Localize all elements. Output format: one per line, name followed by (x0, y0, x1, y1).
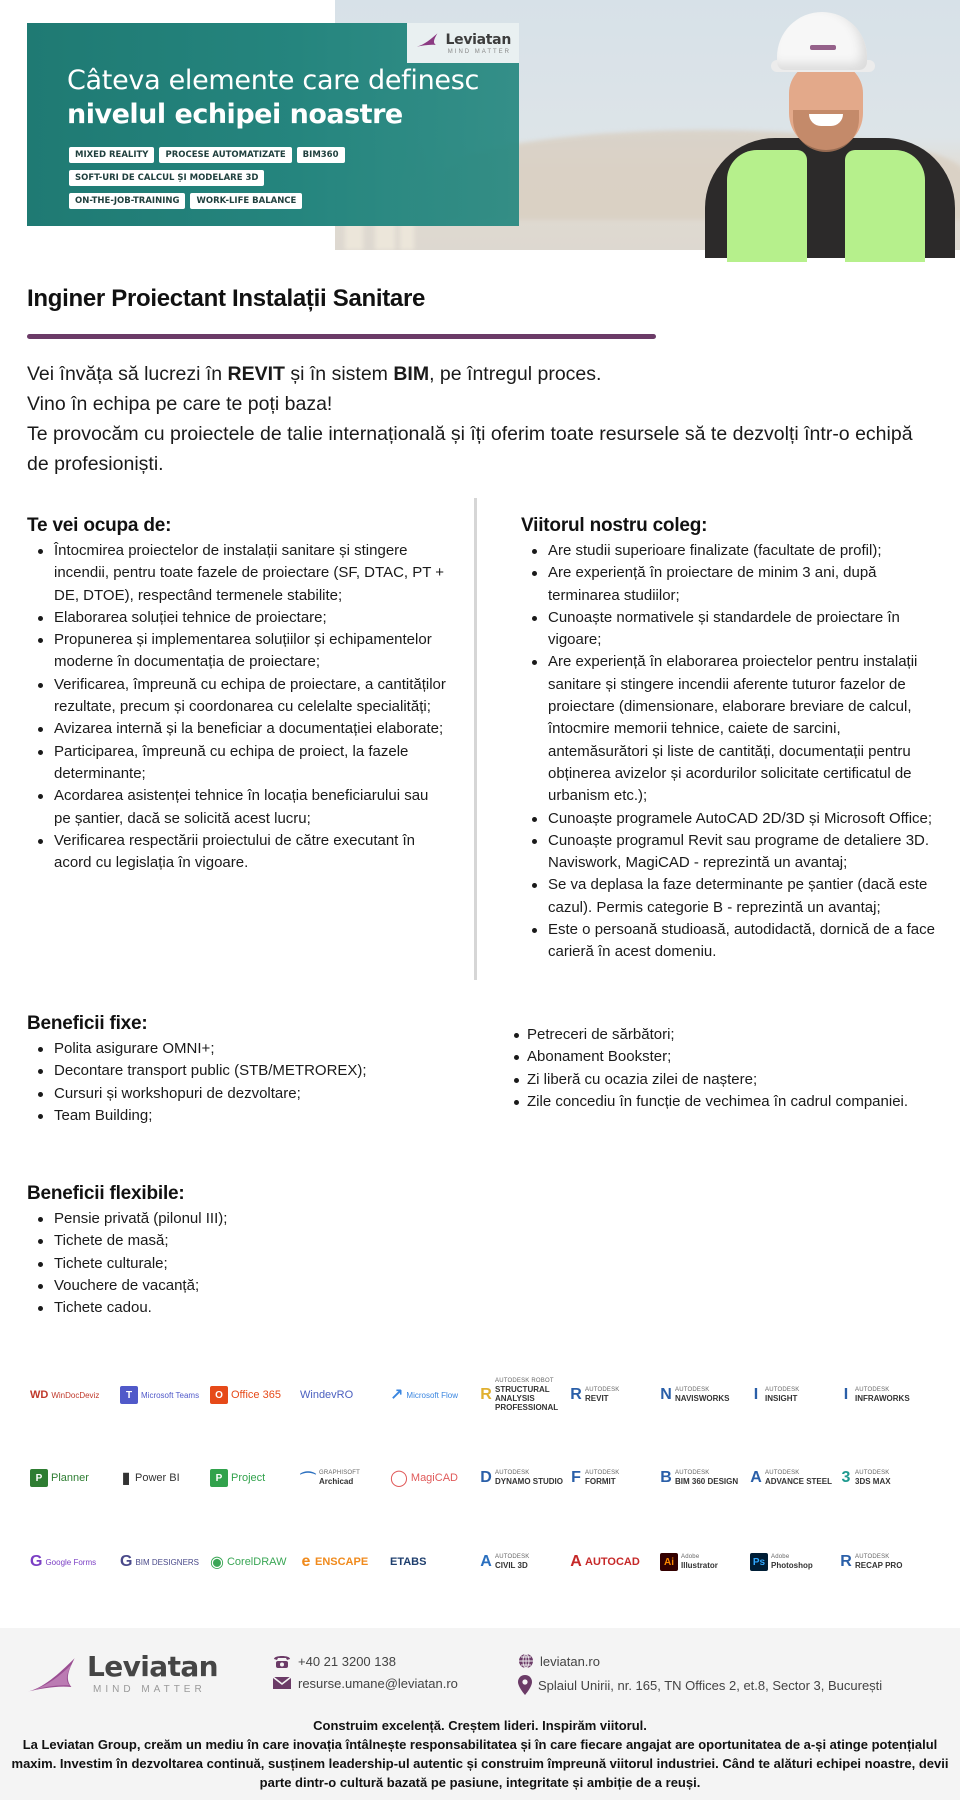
software-logo (390, 1453, 476, 1503)
software-logo (30, 1453, 116, 1503)
software-logo (480, 1370, 566, 1420)
fixed-benefits-list-right (514, 1024, 934, 1113)
software-logo-name (495, 1470, 566, 1486)
intro-line-1 (27, 359, 927, 389)
software-logo-vendor: Adobe (771, 1554, 790, 1560)
software-logo-vendor: AUTODESK (855, 1470, 890, 1476)
leviatan-wave-icon (25, 1652, 85, 1698)
hard-hat (777, 12, 867, 70)
fixed-benefits-heading: Beneficii fixe: (27, 1013, 148, 1034)
software-logo-product: BIM 360 DESIGN (675, 1477, 739, 1486)
intro-text: , pe întregul proces. (429, 363, 602, 385)
requirements-list (521, 540, 941, 964)
software-logo-product: REVIT (585, 1394, 609, 1403)
requirements-section (521, 515, 941, 964)
software-logo-vendor: AUTODESK (855, 1387, 890, 1393)
software-logo-product: Illustrator (681, 1561, 718, 1570)
software-logo-name: ENSCAPE (315, 1556, 369, 1568)
chip-row (69, 170, 489, 186)
hero-logo (407, 23, 519, 63)
software-logo-icon: I (843, 1386, 849, 1403)
list-item: Participarea, împreună cu echipa de proiect, la fazele determinante; (27, 741, 447, 786)
software-logo (120, 1537, 206, 1587)
software-logo-row (30, 1537, 930, 1587)
software-logo-vendor: AUTODESK (585, 1470, 620, 1476)
list-item: Tichete culturale; (27, 1253, 467, 1275)
software-logo (570, 1453, 656, 1503)
software-logo-icon: e (301, 1553, 311, 1570)
software-logo-vendor: AUTODESK (495, 1554, 530, 1560)
software-logo (210, 1537, 296, 1587)
footer-phone[interactable] (272, 1653, 396, 1669)
hero-chips (69, 147, 489, 216)
chip: MIXED REALITY (69, 147, 154, 163)
software-logo-name: Microsoft Teams (141, 1390, 200, 1400)
software-logo-icon: A (570, 1553, 582, 1570)
fixed-benefits-list (27, 1038, 467, 1127)
footer-logo (25, 1650, 218, 1698)
address-text: Splaiul Unirii, nr. 165, TN Offices 2, et.8, Sector 3, București (538, 1677, 883, 1693)
software-logo-name (675, 1387, 746, 1403)
software-logo-icon: Ps (750, 1553, 768, 1571)
software-logo-name: Google Forms (45, 1557, 97, 1567)
software-logo-name (765, 1470, 836, 1486)
software-logo (30, 1370, 116, 1420)
intro-text: și în sistem (284, 363, 394, 385)
software-logo-name (855, 1554, 926, 1570)
software-logo-name: Power BI (135, 1472, 180, 1484)
software-logo (30, 1537, 116, 1587)
list-item: Elaborarea soluției tehnice de proiectare; (27, 607, 447, 629)
software-logo (660, 1453, 746, 1503)
list-item: Are studii superioare finalizate (facultate de profil); (521, 540, 941, 562)
list-item: Pensie privată (pilonul III); (27, 1208, 467, 1230)
safety-vest (845, 150, 925, 262)
software-logo-vendor: GRAPHISOFT (319, 1470, 361, 1476)
flexible-benefits-list (27, 1208, 467, 1319)
responsibilities-heading: Te vei ocupa de: (27, 515, 172, 536)
software-logo (210, 1370, 296, 1420)
software-logo-name: WindevRO (300, 1389, 354, 1401)
software-logo-icon: A (750, 1469, 762, 1486)
software-logo-name (675, 1470, 746, 1486)
software-logo-product: FORMIT (585, 1477, 616, 1486)
footer-logo-tagline: MIND MATTER (93, 1684, 206, 1695)
list-item: Zile concediu în funcție de vechimea în cadrul companiei. (514, 1091, 934, 1113)
list-item: Se va deplasa la faze determinante pe șantier (dacă este cazul). Permis categorie B - reprezintă un avantaj; (521, 874, 941, 919)
footer (0, 1628, 960, 1800)
list-item: Tichete de masă; (27, 1230, 467, 1252)
software-logo-product: INSIGHT (765, 1394, 798, 1403)
software-logo-name (585, 1470, 656, 1486)
software-logo-vendor: Adobe (681, 1554, 700, 1560)
hero-logo-wordmark: Leviatan (445, 31, 511, 48)
software-logo-name (855, 1470, 926, 1486)
footer-logo-wordmark: Leviatan (87, 1650, 218, 1683)
software-logo (660, 1370, 746, 1420)
list-item: Tichete cadou. (27, 1297, 467, 1319)
software-logo-icon: G (30, 1553, 43, 1570)
software-logo-product: ADVANCE STEEL (765, 1477, 832, 1486)
software-logo-vendor: AUTODESK (855, 1554, 890, 1560)
software-logo (390, 1537, 476, 1587)
footer-website[interactable] (518, 1653, 600, 1669)
software-logo-product: Photoshop (771, 1561, 813, 1570)
software-logo (750, 1370, 836, 1420)
phone-icon (272, 1653, 292, 1669)
responsibilities-section (27, 515, 447, 874)
fixed-benefits-section (27, 1013, 467, 1127)
software-logo (570, 1370, 656, 1420)
software-logo-icon: O (210, 1386, 228, 1404)
hero-banner (0, 0, 960, 250)
software-logo (840, 1537, 926, 1587)
software-logo (570, 1537, 656, 1587)
software-logo-name (495, 1378, 566, 1412)
software-logo (300, 1370, 386, 1420)
website-url: leviatan.ro (540, 1653, 600, 1669)
list-item: Vouchere de vacanță; (27, 1275, 467, 1297)
list-item: Este o persoană studioasă, autodidactă, dornică de a face carieră în acest domeniu. (521, 919, 941, 964)
intro-line-2: Vino în echipa pe care te poți baza! (27, 393, 333, 415)
chip: ON-THE-JOB-TRAINING (69, 193, 185, 209)
software-logo-vendor: AUTODESK (495, 1470, 530, 1476)
hard-hat-logo (810, 45, 836, 50)
software-logo-name (681, 1554, 746, 1570)
software-logo-name: Project (231, 1472, 266, 1484)
software-logo (840, 1453, 926, 1503)
leviatan-wave-icon (416, 32, 444, 48)
software-logo-product: NAVISWORKS (675, 1394, 730, 1403)
software-logo-icon: Ai (660, 1553, 678, 1571)
list-item: Are experiență în proiectare de minim 3 ani, după terminarea studiilor; (521, 562, 941, 607)
software-logo-icon: 3 (841, 1469, 851, 1486)
hero-title-line-1: Câteva elemente care definesc (67, 65, 480, 96)
software-logo-name (855, 1387, 926, 1403)
software-logo-icon: G (120, 1553, 133, 1570)
software-logo-name: BIM DESIGNERS (135, 1557, 200, 1567)
software-logo-product: INFRAWORKS (855, 1394, 910, 1403)
hero-title-line-2: nivelul echipei noastre (67, 99, 403, 130)
software-logo-icon: ⌒ (300, 1471, 317, 1489)
fixed-benefits-section-right (514, 1024, 934, 1113)
software-logo-vendor: AUTODESK ROBOT (495, 1378, 554, 1384)
list-item: Polita asigurare OMNI+; (27, 1038, 467, 1060)
software-logos-grid (30, 1370, 930, 1600)
software-logo-name (319, 1470, 386, 1486)
software-logo-name: WinDocDeviz (51, 1390, 100, 1400)
software-logo-icon: ◉ (210, 1554, 224, 1571)
hero-logo-tagline: MIND MATTER (447, 48, 511, 55)
software-logo-icon: R (480, 1386, 492, 1403)
responsibilities-list (27, 540, 447, 874)
software-logo-row (30, 1370, 930, 1420)
software-logo-name: Microsoft Flow (406, 1390, 458, 1400)
software-logo-icon: WD (30, 1389, 49, 1401)
chip: SOFT-URI DE CALCUL ȘI MODELARE 3D (69, 170, 264, 186)
software-logo-icon: ◯ (390, 1470, 408, 1487)
chip-row (69, 193, 489, 209)
intro-highlight-revit: REVIT (227, 363, 285, 385)
email-address: resurse.umane@leviatan.ro (298, 1675, 458, 1691)
software-logo-name (771, 1554, 836, 1570)
footer-about-text: La Leviatan Group, creăm un mediu în care inovația întâlnește responsabilitatea și în care fiecare angajat are oportunitatea de a-și atinge potențialul maxim. Investim în dezvoltarea continuă, susținem leadership-ul autentic și construim împreună viitorul industriei. Când te alături echipei noastre, devii parte dintr-o cultură bazată pe pasiune, integritate și ambiție de a reuși. (11, 1737, 949, 1790)
title-divider (27, 334, 656, 339)
list-item: Are experiență în elaborarea proiectelor pentru instalații sanitare și stingere incendii aferente tuturor fazelor de proiectare (dimensionare, elaborare breviare de calcul, întocmire memorii tehnice, caiete de sarcini, antemăsurători și liste de cantități, documentații pentru obținerea avizelor și acordurilor solicitate certificatul de urbanism etc.); (521, 651, 941, 807)
list-item: Team Building; (27, 1105, 467, 1127)
software-logo (750, 1453, 836, 1503)
software-logo-product: DYNAMO STUDIO (495, 1477, 563, 1486)
list-item: Zi liberă cu ocazia zilei de naștere; (514, 1069, 934, 1091)
software-logo-icon: A (480, 1553, 492, 1570)
safety-vest (727, 150, 807, 262)
list-item: Acordarea asistenței tehnice în locația beneficiarului sau pe șantier, dacă se solicită acest lucru; (27, 785, 447, 830)
software-logo-icon: I (753, 1386, 759, 1403)
software-logo-icon: F (571, 1469, 581, 1486)
software-logo (120, 1370, 206, 1420)
software-logo-vendor: AUTODESK (585, 1387, 620, 1393)
software-logo-name (495, 1554, 566, 1570)
software-logo (660, 1537, 746, 1587)
software-logo-product: 3DS MAX (855, 1477, 891, 1486)
engineer-figure (705, 10, 955, 250)
software-logo-icon: D (480, 1469, 492, 1486)
software-logo-name: ETABS (390, 1556, 427, 1568)
footer-address (518, 1675, 882, 1695)
mail-icon (272, 1675, 292, 1691)
software-logo-product: CIVIL 3D (495, 1561, 528, 1570)
job-title: Inginer Proiectant Instalații Sanitare (27, 285, 426, 312)
list-item: Cunoaște normativele și standardele de proiectare în vigoare; (521, 607, 941, 652)
software-logo-icon: ↗ (390, 1387, 404, 1404)
globe-icon (518, 1653, 534, 1669)
software-logo-icon: P (30, 1469, 48, 1487)
list-item: Cursuri și workshopuri de dezvoltare; (27, 1083, 467, 1105)
intro-line-3: Te provocăm cu proiectele de talie internațională și îți oferim toate resursele să te dezvolți într-o echipă de profesioniști. (27, 423, 913, 475)
software-logo-vendor: AUTODESK (765, 1470, 800, 1476)
software-logo-vendor: AUTODESK (675, 1387, 710, 1393)
software-logo-product: Archicad (319, 1477, 354, 1486)
flexible-benefits-heading: Beneficii flexibile: (27, 1183, 185, 1204)
software-logo (480, 1537, 566, 1587)
software-logo-icon: R (570, 1386, 582, 1403)
software-logo (390, 1370, 476, 1420)
list-item: Întocmirea proiectelor de instalații sanitare și stingere incendii, pentru toate fazele de proiectare (SF, DTAC, PT + DE, DTOE), respectând termenele stabilite; (27, 540, 447, 607)
list-item: Verificarea, împreună cu echipa de proiectare, a cantităților rezultate, precum și coordonarea cu celelalte specialități; (27, 674, 447, 719)
chip-row (69, 147, 489, 163)
software-logo-icon: B (660, 1469, 672, 1486)
chip: WORK-LIFE BALANCE (190, 193, 302, 209)
footer-slogan: Construim excelență. Creștem lideri. Inspirăm viitorul. (313, 1718, 647, 1733)
intro-highlight-bim: BIM (393, 363, 430, 385)
software-logo (120, 1453, 206, 1503)
phone-number: +40 21 3200 138 (298, 1653, 396, 1669)
software-logo-name (765, 1387, 836, 1403)
software-logo-icon: N (660, 1386, 672, 1403)
software-logo-icon: ▮ (121, 1470, 131, 1487)
software-logo-name: Planner (51, 1472, 89, 1484)
job-intro (27, 359, 927, 479)
software-logo-name: CorelDRAW (226, 1556, 287, 1568)
software-logo-icon: T (120, 1386, 138, 1404)
list-item: Abonament Bookster; (514, 1046, 934, 1068)
requirements-heading: Viitorul nostru coleg: (521, 515, 708, 536)
software-logo (210, 1453, 296, 1503)
list-item: Verificarea respectării proiectului de către executant în acord cu legislația în vigoare. (27, 830, 447, 875)
software-logo (840, 1370, 926, 1420)
chip: BIM360 (297, 147, 345, 163)
flexible-benefits-section (27, 1183, 467, 1319)
software-logo (750, 1537, 836, 1587)
software-logo-name: AUTOCAD (585, 1556, 640, 1568)
software-logo-icon: P (210, 1469, 228, 1487)
software-logo-vendor: AUTODESK (675, 1470, 710, 1476)
software-logo-row (30, 1453, 930, 1503)
software-logo (300, 1453, 386, 1503)
list-item: Propunerea și implementarea soluțiilor și echipamentelor moderne în documentația de proiectare; (27, 629, 447, 674)
software-logo (300, 1537, 386, 1587)
software-logo-product: RECAP PRO (855, 1561, 903, 1570)
software-logo-vendor: AUTODESK (765, 1387, 800, 1393)
software-logo-icon: R (840, 1553, 852, 1570)
software-logo (480, 1453, 566, 1503)
list-item: Cunoaște programele AutoCAD 2D/3D și Microsoft Office; (521, 808, 941, 830)
list-item: Avizarea internă și la beneficiar a documentației elaborate; (27, 718, 447, 740)
hero-panel (27, 23, 519, 226)
list-item: Cunoaște programul Revit sau programe de detaliere 3D. Naviswork, MagiCAD - reprezintă un avantaj; (521, 830, 941, 875)
chip: PROCESE AUTOMATIZATE (159, 147, 291, 163)
footer-about (10, 1716, 950, 1792)
software-logo-product: STRUCTURAL ANALYSIS PROFESSIONAL (495, 1385, 559, 1412)
location-pin-icon (518, 1675, 532, 1695)
intro-text: Vei învăța să lucrezi în (27, 363, 228, 385)
software-logo-name (585, 1387, 656, 1403)
list-item: Decontare transport public (STB/METROREX); (27, 1060, 467, 1082)
list-item: Petreceri de sărbători; (514, 1024, 934, 1046)
software-logo-name: MagiCAD (410, 1472, 458, 1484)
column-divider (474, 498, 477, 980)
software-logo-name: Office 365 (231, 1389, 281, 1401)
footer-email[interactable] (272, 1675, 458, 1691)
